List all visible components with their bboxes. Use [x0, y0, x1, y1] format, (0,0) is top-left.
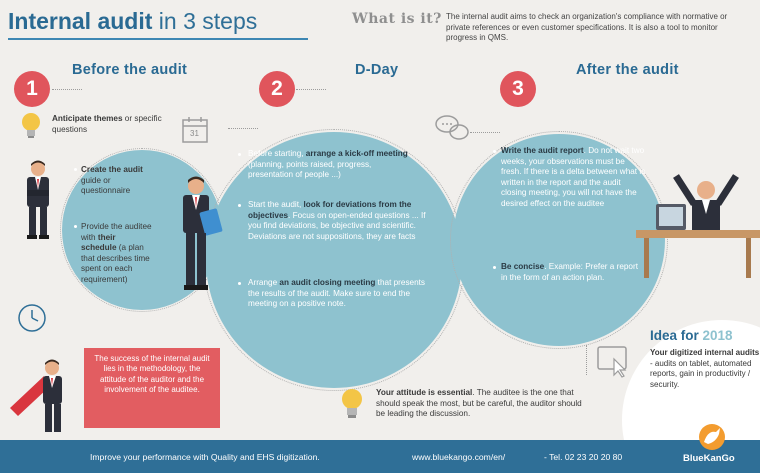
attitude-text: Your attitude is essential. The auditee is the one that should speak the most, but be careful, the auditor should be leading the discussion.: [376, 388, 582, 418]
connector-line: [296, 89, 326, 90]
dday-kickoff-text: Before starting, arrange a kick-off meeting (planning, points raised, progress, presentation of people ...): [248, 149, 408, 179]
schedule-text: Provide the auditee with their schedule (a plan that describes time spent on each requirement): [81, 222, 152, 284]
footer-phone: - Tel. 02 23 20 20 80: [544, 452, 623, 462]
connector-line: [228, 128, 258, 129]
anticipate-text: Anticipate themes or specific questions: [52, 114, 162, 134]
what-is-it-text: The internal audit aims to check an organization's compliance with normative or private references or even customer specifications. It is also a tool to monitor progress in QMS.: [446, 12, 728, 42]
footer-tagline: Improve your performance with Quality and EHS digitization.: [90, 452, 320, 462]
step-3-title: After the audit: [576, 62, 679, 78]
step-2-badge: 2: [259, 71, 295, 107]
title-underline: [8, 38, 308, 40]
bullet: [74, 225, 77, 228]
bullet: [238, 153, 241, 156]
lightbulb-icon: [340, 387, 364, 421]
connector-line: [586, 345, 587, 375]
bullet: [238, 204, 241, 207]
kangaroo-logo-icon: [694, 422, 730, 452]
bullet: [238, 282, 241, 285]
bullet: [493, 150, 496, 153]
step-1-title: Before the audit: [72, 62, 188, 78]
businessman-tablet-illustration: [176, 176, 226, 292]
page-title: Internal audit in 3 steps: [8, 8, 258, 34]
footer-url[interactable]: www.bluekango.com/en/: [412, 452, 506, 462]
tablet-touch-icon: [596, 345, 632, 379]
step-2-title: D-Day: [355, 62, 399, 78]
lightbulb-icon: [20, 111, 42, 141]
bullet: [74, 168, 77, 171]
connector-line: [470, 132, 500, 133]
calendar-day: 31: [190, 129, 199, 138]
superhero-illustration: [4, 358, 80, 438]
bullet: [493, 266, 496, 269]
footer-bar: [0, 440, 760, 473]
guide-text: Create the audit guide or questionnaire: [81, 165, 143, 195]
success-callout: The success of the internal audit lies in the methodology, the attitude of the auditor and the involvement of the auditee.: [84, 348, 220, 428]
dday-closing-text: Arrange an audit closing meeting that presents the results of the audit. Make sure to end the meeting on a positive note.: [248, 278, 426, 308]
connector-line: [52, 89, 82, 90]
step-3-badge: 3: [500, 71, 536, 107]
idea-title: Idea for 2018: [650, 328, 733, 343]
chat-bubbles-icon: [434, 113, 470, 143]
dday-deviations-text: Start the audit, look for deviations from the objectives. Focus on open-ended questions ... If you find deviations, be objective and scientific. Deviations are not suppositions, they are facts: [248, 200, 426, 241]
after-concise-text: Be concise. Example: Prefer a report in the form of an action plan.: [501, 262, 638, 282]
idea-text: Your digitized internal audits - audits on tablet, automated reports, gain in productivity / security.: [650, 348, 760, 389]
step-1-badge: 1: [14, 71, 50, 107]
clock-icon: [17, 303, 47, 333]
brand-logo-text: BlueKanGo: [683, 453, 735, 464]
celebrating-businessman-illustration: [636, 168, 760, 280]
businessman-illustration: [18, 160, 58, 240]
after-report-text: Write the audit report. Do not wait two weeks, your observations must be fresh. If there is a delta between what is written in the report and the audit closing meeting, you will not have the desired effect on the auditee: [501, 146, 646, 208]
what-is-it-heading: What is it?: [352, 11, 442, 27]
